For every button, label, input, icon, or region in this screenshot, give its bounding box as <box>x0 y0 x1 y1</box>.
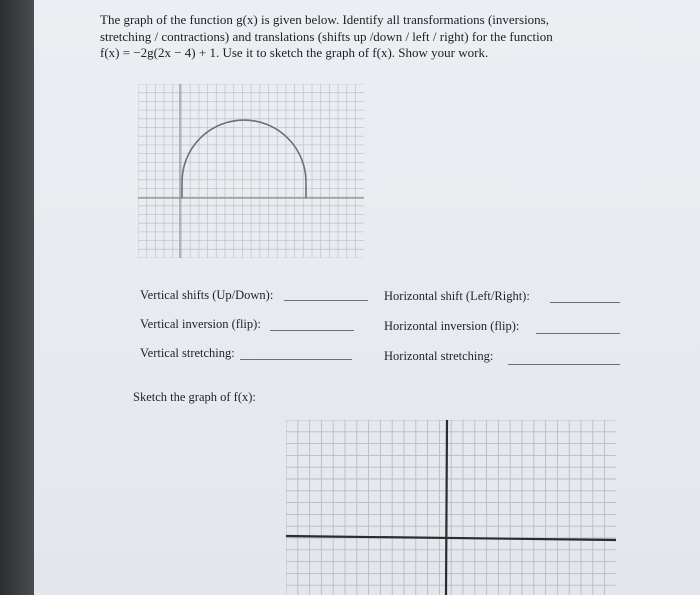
vertical-shifts-label: Vertical shifts (Up/Down): <box>140 288 274 302</box>
horizontal-inversion-label: Horizontal inversion (flip): <box>384 319 520 333</box>
problem-line-1: The graph of the function g(x) is given below. Identify all transformations (inversions, <box>100 12 549 27</box>
problem-statement <box>100 12 590 62</box>
vertical-shifts-blank[interactable] <box>284 300 368 301</box>
vertical-inversion-blank[interactable] <box>270 330 354 331</box>
problem-line-2: stretching / contractions) and translations (shifts up /down / left / right) for the function <box>100 28 553 44</box>
problem-line-3: f(x) = −2g(2x − 4) + 1. Use it to sketch the graph of f(x). Show your work. <box>100 45 489 60</box>
vertical-inversion-label: Vertical inversion (flip): <box>140 317 261 331</box>
sketch-grid[interactable] <box>286 420 616 595</box>
horizontal-stretching-label: Horizontal stretching: <box>384 349 494 363</box>
horizontal-shift-blank[interactable] <box>550 302 620 303</box>
vertical-stretching-label: Vertical stretching: <box>140 346 235 360</box>
sketch-y-axis <box>446 420 447 595</box>
horizontal-inversion-blank[interactable] <box>536 333 620 334</box>
vertical-stretching-blank[interactable] <box>240 359 352 360</box>
horizontal-shift-label: Horizontal shift (Left/Right): <box>384 289 530 303</box>
horizontal-stretching-blank[interactable] <box>508 364 620 365</box>
sketch-label: Sketch the graph of f(x): <box>133 390 256 404</box>
left-frame-edge <box>0 0 34 595</box>
g-semicircle-curve <box>182 120 306 198</box>
g-graph <box>138 84 364 258</box>
